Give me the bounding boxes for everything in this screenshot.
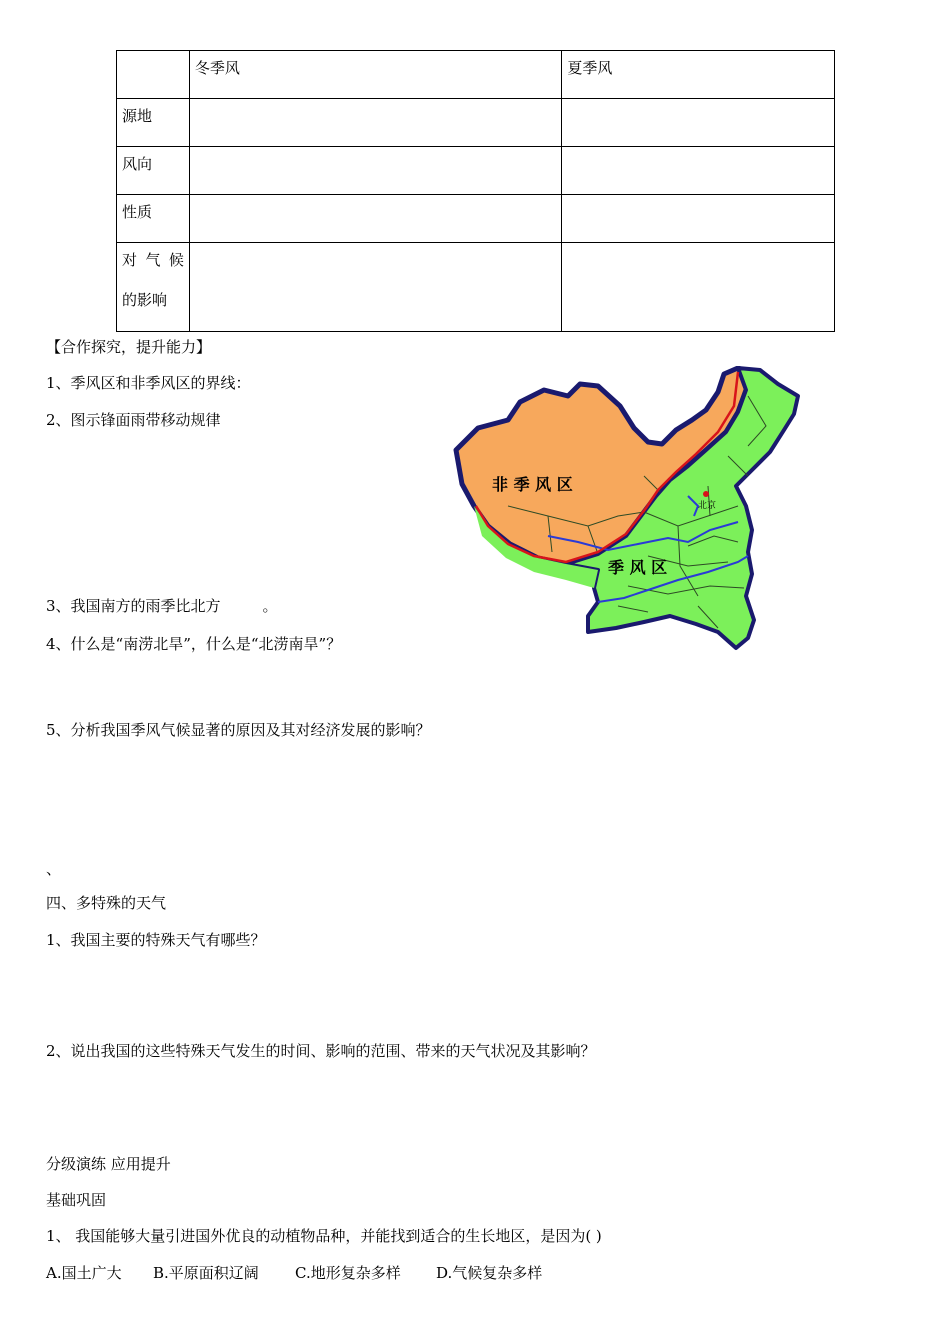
section-title-cooperation: 【合作探究，提升能力】	[46, 338, 212, 356]
question-4: 4、什么是“南涝北旱”，什么是“北涝南旱”？	[46, 635, 342, 653]
label-non-monsoon: 非 季 风 区	[492, 475, 573, 494]
section-title-special-weather: 四、多特殊的天气	[46, 894, 167, 912]
row-label-impact-line2: 的影响	[122, 291, 168, 309]
label-beijing: 北京	[698, 501, 717, 511]
answer-cell[interactable]	[189, 147, 561, 195]
row-label-impact-line1: 对 气 候	[122, 251, 184, 269]
practice-title: 分级演练 应用提升	[46, 1155, 171, 1173]
practice-subtitle: 基础巩固	[46, 1191, 107, 1209]
row-label-direction: 风向	[117, 147, 190, 195]
row-label-impact	[117, 243, 190, 332]
header-winter-monsoon: 冬季风	[189, 51, 561, 99]
stray-mark: 、	[46, 860, 62, 878]
option-b[interactable]: B.平原面积辽阔	[153, 1264, 259, 1282]
practice-question-1: 1、 我国能够大量引进国外优良的动植物品种，并能找到适合的生长地区，是因为( )	[46, 1227, 602, 1245]
answer-cell[interactable]	[562, 99, 835, 147]
table-corner-cell	[117, 51, 190, 99]
question-3-end: 。	[262, 597, 278, 615]
beijing-marker	[703, 491, 709, 497]
question-3	[46, 595, 278, 616]
answer-cell[interactable]	[189, 243, 561, 332]
row-label-nature: 性质	[117, 195, 190, 243]
answer-cell[interactable]	[562, 195, 835, 243]
monsoon-table	[116, 50, 835, 332]
row-label-source: 源地	[117, 99, 190, 147]
special-weather-question-2: 2、说出我国的这些特殊天气发生的时间、影响的范围、带来的天气状况及其影响？	[46, 1042, 596, 1060]
question-5: 5、分析我国季风气候显著的原因及其对经济发展的影响？	[46, 721, 431, 739]
option-d[interactable]: D.气候复杂多样	[436, 1264, 543, 1282]
question-3-text: 3、我国南方的雨季比北方	[46, 597, 221, 615]
answer-cell[interactable]	[562, 147, 835, 195]
question-2: 2、图示锋面雨带移动规律	[46, 411, 221, 429]
question-1: 1、季风区和非季风区的界线：	[46, 374, 251, 392]
answer-cell[interactable]	[562, 243, 835, 332]
option-c[interactable]: C.地形复杂多样	[295, 1264, 401, 1282]
header-summer-monsoon: 夏季风	[562, 51, 835, 99]
answer-cell[interactable]	[189, 195, 561, 243]
answer-cell[interactable]	[189, 99, 561, 147]
option-a[interactable]: A.国土广大	[46, 1264, 122, 1282]
china-monsoon-map	[448, 366, 804, 662]
label-monsoon: 季 风 区	[608, 558, 668, 577]
special-weather-question-1: 1、我国主要的特殊天气有哪些？	[46, 931, 266, 949]
